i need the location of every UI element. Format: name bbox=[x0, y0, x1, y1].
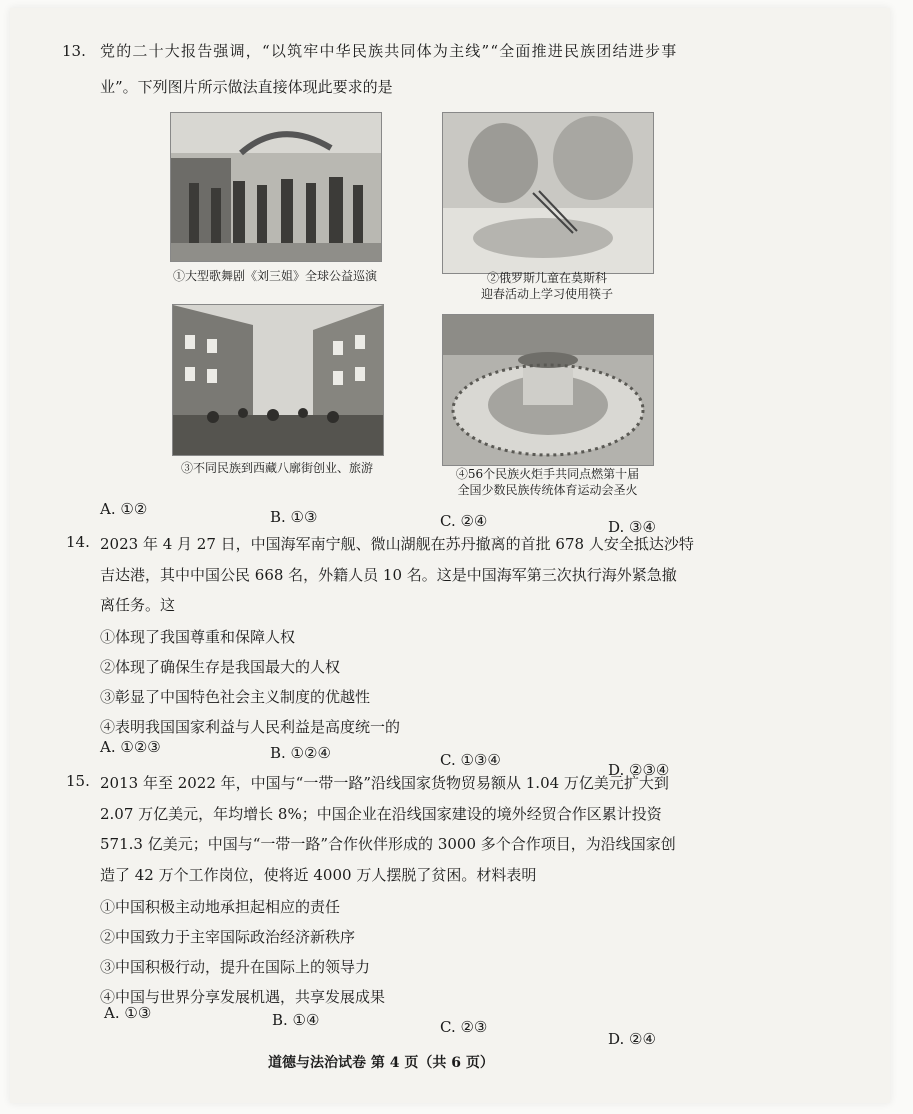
q14-statement-3: ③彰显了中国特色社会主义制度的优越性 bbox=[100, 688, 371, 706]
page-footer: 道德与法治试卷 第 4 页（共 6 页） bbox=[268, 1055, 494, 1071]
q13-option-b[interactable]: B. ①③ bbox=[270, 508, 318, 526]
q15-line-3: 571.3 亿美元；中国与“一带一路”合作伙伴形成的 3000 多个合作项目，为沿线国家创 bbox=[100, 835, 676, 853]
q14-line-2: 吉达港，其中中国公民 668 名，外籍人员 10 名。这是中国海军第三次执行海外紧急撤 bbox=[100, 566, 677, 584]
q15-statement-3: ③中国积极行动，提升在国际上的领导力 bbox=[100, 958, 371, 976]
q14-option-c[interactable]: C. ①③④ bbox=[440, 751, 501, 769]
photo-4-caption-line-2: 全国少数民族传统体育运动会圣火 bbox=[457, 483, 638, 497]
q15-number: 15. bbox=[66, 772, 90, 790]
photo-1-caption: ①大型歌舞剧《刘三姐》全球公益巡演 bbox=[172, 269, 377, 283]
q15-line-4: 造了 42 万个工作岗位，使将近 4000 万人摆脱了贫困。材料表明 bbox=[100, 866, 537, 884]
photo-3-caption: ③不同民族到西藏八廓街创业、旅游 bbox=[180, 461, 373, 475]
q15-statement-1: ①中国积极主动地承担起相应的责任 bbox=[100, 898, 341, 916]
q14-number: 14. bbox=[66, 533, 90, 551]
q13-line-1: 党的二十大报告强调，“以筑牢中华民族共同体为主线”“全面推进民族团结进步事 bbox=[100, 42, 678, 60]
photo-ethnic-games-torch-lighting bbox=[442, 314, 654, 466]
photo-2-caption-line-1: ②俄罗斯儿童在莫斯科 bbox=[486, 271, 607, 285]
q14-statement-2: ②体现了确保生存是我国最大的人权 bbox=[100, 658, 341, 676]
q13-option-a[interactable]: A. ①② bbox=[100, 500, 148, 518]
q13-option-d[interactable]: D. ③④ bbox=[608, 518, 656, 536]
q13-line-2: 业”。下列图片所示做法直接体现此要求的是 bbox=[100, 78, 393, 96]
q15-option-c[interactable]: C. ②③ bbox=[440, 1018, 488, 1036]
q15-option-a[interactable]: A. ①③ bbox=[104, 1004, 152, 1022]
photo-liu-sanjie-performance bbox=[170, 112, 382, 262]
photo-4-caption-line-1: ④56个民族火炬手共同点燃第十届 bbox=[455, 467, 640, 481]
q15-statement-4: ④中国与世界分享发展机遇，共享发展成果 bbox=[100, 988, 386, 1006]
q14-option-b[interactable]: B. ①②④ bbox=[270, 744, 331, 762]
photo-russian-children-chopsticks bbox=[442, 112, 654, 274]
q15-option-b[interactable]: B. ①④ bbox=[272, 1011, 320, 1029]
q15-line-1: 2013 年至 2022 年，中国与“一带一路”沿线国家货物贸易额从 1.04 万亿美元扩大到 bbox=[100, 774, 669, 792]
q15-line-2: 2.07 万亿美元，年均增长 8%；中国企业在沿线国家建设的境外经贸合作区累计投资 bbox=[100, 805, 662, 823]
q13-number: 13. bbox=[62, 42, 86, 60]
photo-tibet-barkhor-street bbox=[172, 304, 384, 456]
q14-line-1: 2023 年 4 月 27 日，中国海军南宁舰、微山湖舰在苏丹撤离的首批 678 人安全抵达沙特 bbox=[100, 535, 694, 553]
q14-statement-1: ①体现了我国尊重和保障人权 bbox=[100, 628, 296, 646]
q14-option-d[interactable]: D. ②③④ bbox=[608, 761, 670, 779]
q15-option-d[interactable]: D. ②④ bbox=[608, 1030, 656, 1048]
q15-statement-2: ②中国致力于主宰国际政治经济新秩序 bbox=[100, 928, 356, 946]
photo-2-caption-line-2: 迎春活动上学习使用筷子 bbox=[480, 287, 613, 301]
q14-statement-4: ④表明我国国家利益与人民利益是高度统一的 bbox=[100, 718, 401, 736]
q13-option-c[interactable]: C. ②④ bbox=[440, 512, 488, 530]
q14-option-a[interactable]: A. ①②③ bbox=[100, 738, 161, 756]
q14-line-3: 离任务。这 bbox=[100, 596, 176, 614]
